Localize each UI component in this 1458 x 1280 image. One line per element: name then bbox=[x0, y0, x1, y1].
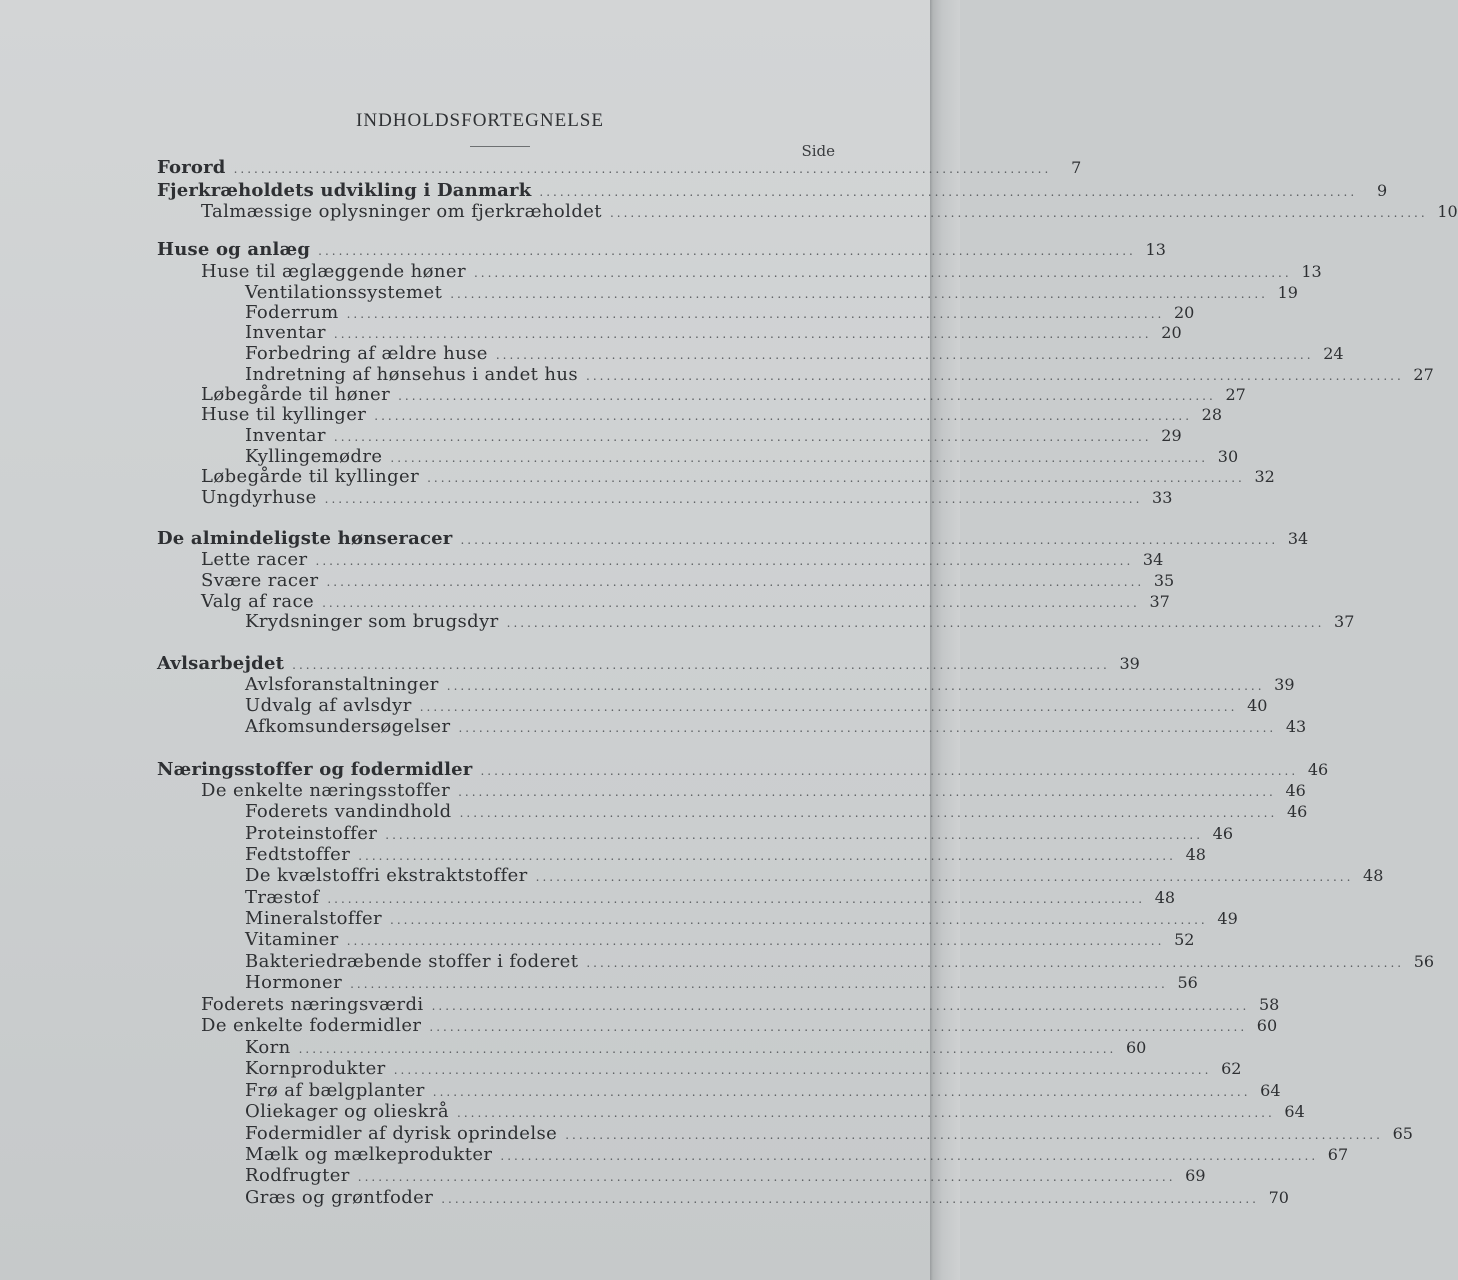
toc-entry-page: 48 bbox=[1363, 866, 1384, 885]
toc-entry bbox=[201, 780, 1306, 802]
toc-entry-page: 27 bbox=[1413, 365, 1434, 384]
toc-entry-title: Talmæssige oplysninger om fjerkræholdet bbox=[201, 201, 602, 222]
dot-leader: ........................................................................................................................ bbox=[390, 913, 1208, 927]
toc-entry-title: Ungdyrhuse bbox=[201, 487, 317, 508]
toc-entry-title: Frø af bælgplanter bbox=[245, 1080, 425, 1101]
toc-entry-title: Løbegårde til kyllinger bbox=[201, 466, 420, 487]
toc-entry bbox=[245, 611, 1355, 633]
toc-entry bbox=[201, 591, 1170, 613]
dot-leader: ........................................................................................................................ bbox=[322, 596, 1140, 610]
toc-entry-title: Lette racer bbox=[201, 549, 308, 570]
toc-entry-title: Mælk og mælkeprodukter bbox=[245, 1144, 493, 1165]
toc-entry-title: Huse til kyllinger bbox=[201, 404, 367, 425]
toc-entry-page: 19 bbox=[1277, 283, 1298, 302]
toc-entry-title: Huse og anlæg bbox=[157, 239, 311, 260]
toc-entry-page: 9 bbox=[1376, 181, 1388, 200]
toc-entry bbox=[245, 446, 1239, 468]
toc-entry-title: Forord bbox=[157, 157, 226, 178]
toc-entry bbox=[201, 487, 1173, 509]
dot-leader: ........................................................................................................................ bbox=[318, 244, 1136, 258]
toc-entry-page: 28 bbox=[1201, 405, 1223, 424]
dot-leader: ........................................................................................................................ bbox=[393, 1063, 1212, 1077]
toc-entry-title: Inventar bbox=[245, 322, 326, 343]
dot-leader: ........................................................................................................................ bbox=[446, 679, 1265, 693]
dot-leader: ........................................................................................................................ bbox=[358, 849, 1176, 863]
dot-leader: ........................................................................................................................ bbox=[609, 206, 1428, 220]
toc-entry-page: 40 bbox=[1247, 696, 1268, 715]
toc-entry-title: Løbegårde til høner bbox=[201, 384, 391, 405]
toc-entry bbox=[245, 1144, 1349, 1166]
toc-entry-title: Afkomsundersøgelser bbox=[245, 716, 451, 737]
dot-leader: ........................................................................................................................ bbox=[315, 554, 1134, 568]
toc-entry-page: 39 bbox=[1274, 675, 1295, 694]
toc-entry-page: 58 bbox=[1258, 995, 1280, 1014]
page-column-label: Side bbox=[801, 142, 835, 160]
toc-entry-page: 69 bbox=[1185, 1166, 1206, 1185]
toc-entry-title: Græs og grøntfoder bbox=[245, 1187, 434, 1208]
toc-entry bbox=[245, 1123, 1413, 1145]
dot-leader: ........................................................................................................................ bbox=[385, 828, 1204, 842]
toc-entry bbox=[201, 570, 1175, 592]
dot-leader: ........................................................................................................................ bbox=[458, 785, 1276, 799]
toc-entry-page: 37 bbox=[1334, 612, 1355, 631]
dot-leader: ........................................................................................................................ bbox=[427, 471, 1245, 485]
toc-entry bbox=[201, 201, 1458, 223]
toc-entry bbox=[245, 1037, 1147, 1059]
toc-entry-title: Foderets næringsværdi bbox=[201, 994, 424, 1015]
toc-entry-page: 62 bbox=[1221, 1059, 1242, 1078]
toc-entry bbox=[245, 801, 1308, 823]
toc-entry bbox=[245, 282, 1298, 304]
toc-entry-title: Krydsninger som brugsdyr bbox=[245, 611, 499, 632]
dot-leader: ........................................................................................................................ bbox=[539, 185, 1358, 199]
toc-entry-page: 64 bbox=[1284, 1102, 1305, 1121]
toc-entry-title: Oliekager og olieskrå bbox=[245, 1101, 450, 1122]
toc-entry-title: Korn bbox=[245, 1037, 291, 1058]
dot-leader: ........................................................................................................................ bbox=[298, 1042, 1117, 1056]
toc-entry-page: 64 bbox=[1260, 1081, 1281, 1100]
toc-entry-title: De enkelte næringsstoffer bbox=[201, 780, 451, 801]
toc-entry-page: 39 bbox=[1119, 654, 1140, 673]
toc-entry-page: 20 bbox=[1173, 303, 1195, 322]
toc-entry bbox=[245, 1165, 1206, 1187]
toc-entry-title: Foderets vandindhold bbox=[245, 801, 452, 822]
toc-entry-page: 34 bbox=[1287, 529, 1309, 548]
dot-leader: ........................................................................................................................ bbox=[390, 451, 1209, 465]
dot-leader: ........................................................................................................................ bbox=[586, 956, 1405, 970]
toc-entry bbox=[201, 994, 1280, 1016]
toc-entry-title: Indretning af hønsehus i andet hus bbox=[245, 364, 579, 385]
toc-entry-title: Bakteriedræbende stoffer i foderet bbox=[245, 951, 579, 972]
dot-leader: ........................................................................................................................ bbox=[535, 870, 1354, 884]
toc-entry bbox=[245, 929, 1195, 951]
toc-entry-title: Træstof bbox=[245, 887, 320, 908]
toc-entry bbox=[245, 1101, 1305, 1123]
dot-leader: ........................................................................................................................ bbox=[506, 616, 1325, 630]
toc-entry bbox=[157, 528, 1309, 550]
dot-leader: ........................................................................................................................ bbox=[586, 369, 1404, 383]
toc-entry bbox=[157, 653, 1140, 675]
toc-entry bbox=[245, 302, 1195, 324]
toc-entry bbox=[245, 865, 1384, 887]
dot-leader: ........................................................................................................................ bbox=[233, 162, 1052, 176]
toc-entry bbox=[201, 466, 1275, 488]
toc-entry bbox=[245, 1058, 1242, 1080]
dot-leader: ........................................................................................................................ bbox=[398, 389, 1216, 403]
toc-entry-page: 34 bbox=[1142, 550, 1164, 569]
dot-leader: ........................................................................................................................ bbox=[346, 307, 1165, 321]
toc-entry-title: Fjerkræholdets udvikling i Danmark bbox=[157, 180, 532, 201]
toc-entry-page: 13 bbox=[1145, 240, 1166, 259]
dot-leader: ........................................................................................................................ bbox=[292, 658, 1110, 672]
toc-entry-title: Hormoner bbox=[245, 972, 343, 993]
toc-entry-page: 56 bbox=[1177, 973, 1198, 992]
toc-entry-title: Næringsstoffer og fodermidler bbox=[157, 759, 473, 780]
toc-entry-page: 49 bbox=[1217, 909, 1238, 928]
toc-entry-page: 46 bbox=[1307, 760, 1329, 779]
toc-entry-title: Fedtstoffer bbox=[245, 844, 351, 865]
toc-entry-page: 7 bbox=[1071, 158, 1082, 177]
toc-entry-title: Inventar bbox=[245, 425, 326, 446]
toc-entry bbox=[157, 239, 1166, 261]
dot-leader: ........................................................................................................................ bbox=[419, 700, 1238, 714]
toc-entry-page: 32 bbox=[1254, 467, 1275, 486]
toc-entry bbox=[245, 823, 1234, 845]
toc-entry-page: 46 bbox=[1212, 824, 1234, 843]
dot-leader: ........................................................................................................................ bbox=[460, 533, 1279, 547]
toc-entry-title: De kvælstoffri ekstraktstoffer bbox=[245, 865, 528, 886]
toc-entry-title: Rodfrugter bbox=[245, 1165, 350, 1186]
dot-leader: ........................................................................................................................ bbox=[565, 1128, 1383, 1142]
toc-entry-title: Ventilationssystemet bbox=[245, 282, 443, 303]
toc-entry-title: Fodermidler af dyrisk oprindelse bbox=[245, 1123, 558, 1144]
toc-entry-page: 27 bbox=[1225, 385, 1246, 404]
toc-entry-page: 48 bbox=[1154, 888, 1176, 907]
toc-entry-page: 60 bbox=[1256, 1016, 1278, 1035]
toc-entry-page: 35 bbox=[1153, 571, 1175, 590]
dot-leader: ........................................................................................................................ bbox=[326, 575, 1145, 589]
toc-entry bbox=[245, 1187, 1289, 1209]
toc-entry bbox=[245, 908, 1238, 930]
toc-entry-page: 46 bbox=[1286, 802, 1308, 821]
dot-leader: ........................................................................................................................ bbox=[457, 1106, 1275, 1120]
toc-entry-title: Kyllingemødre bbox=[245, 446, 383, 467]
toc-entry-page: 48 bbox=[1185, 845, 1206, 864]
toc-entry-title: Svære racer bbox=[201, 570, 319, 591]
toc-entry bbox=[201, 404, 1223, 426]
toc-entry-page: 37 bbox=[1149, 592, 1170, 611]
toc-entry bbox=[245, 343, 1344, 365]
dot-leader: ........................................................................................................................ bbox=[346, 934, 1165, 948]
dot-leader: ........................................................................................................................ bbox=[324, 492, 1143, 506]
toc-entry-title: De enkelte fodermidler bbox=[201, 1015, 422, 1036]
dot-leader: ........................................................................................................................ bbox=[432, 1085, 1251, 1099]
toc-entry-page: 13 bbox=[1301, 262, 1322, 281]
toc-entry-title: De almindeligste hønseracer bbox=[157, 528, 453, 549]
toc-entry-page: 46 bbox=[1285, 781, 1306, 800]
toc-entry-page: 24 bbox=[1323, 344, 1344, 363]
toc-entry-page: 33 bbox=[1152, 488, 1173, 507]
toc-entry-title: Mineralstoffer bbox=[245, 908, 383, 929]
toc-entry bbox=[245, 322, 1182, 344]
toc-entry-page: 65 bbox=[1392, 1124, 1413, 1143]
toc-entry bbox=[157, 180, 1388, 202]
dot-leader: ........................................................................................................................ bbox=[429, 1020, 1248, 1034]
dot-leader: ........................................................................................................................ bbox=[473, 266, 1292, 280]
dot-leader: ........................................................................................................................ bbox=[350, 977, 1168, 991]
toc-entry-title: Udvalg af avlsdyr bbox=[245, 695, 412, 716]
dot-leader: ........................................................................................................................ bbox=[327, 892, 1146, 906]
toc-entry-page: 70 bbox=[1268, 1188, 1289, 1207]
dot-leader: ........................................................................................................................ bbox=[495, 348, 1314, 362]
toc-entry-title: Huse til æglæggende høner bbox=[201, 261, 466, 282]
toc-entry bbox=[245, 716, 1307, 738]
toc-entry bbox=[201, 384, 1246, 406]
toc-entry-page: 56 bbox=[1413, 952, 1435, 971]
toc-entry-page: 60 bbox=[1125, 1038, 1147, 1057]
toc-entry bbox=[245, 951, 1435, 973]
dot-leader: ........................................................................................................................ bbox=[333, 430, 1152, 444]
toc-entry-page: 29 bbox=[1161, 426, 1182, 445]
toc-entry-page: 10 bbox=[1437, 202, 1458, 221]
toc-entry bbox=[245, 695, 1268, 717]
dot-leader: ........................................................................................................................ bbox=[357, 1170, 1176, 1184]
dot-leader: ........................................................................................................................ bbox=[450, 287, 1268, 301]
dot-leader: ........................................................................................................................ bbox=[458, 721, 1277, 735]
toc-entry-title: Vitaminer bbox=[245, 929, 339, 950]
toc-entry bbox=[157, 759, 1329, 781]
toc-entry-page: 43 bbox=[1285, 717, 1307, 736]
toc-entry bbox=[245, 887, 1176, 909]
toc-entry-page: 20 bbox=[1161, 323, 1182, 342]
toc-entry bbox=[245, 844, 1206, 866]
dot-leader: ........................................................................................................................ bbox=[480, 764, 1299, 778]
dot-leader: ........................................................................................................................ bbox=[374, 409, 1193, 423]
toc-entry-title: Forbedring af ældre huse bbox=[245, 343, 488, 364]
toc-entry-title: Proteinstoffer bbox=[245, 823, 378, 844]
toc-entry-title: Kornprodukter bbox=[245, 1058, 386, 1079]
toc-entry-page: 52 bbox=[1174, 930, 1195, 949]
toc-entry bbox=[157, 157, 1082, 179]
toc-entry bbox=[245, 972, 1198, 994]
dot-leader: ........................................................................................................................ bbox=[333, 327, 1152, 341]
toc-entry bbox=[245, 1080, 1281, 1102]
toc-entry-title: Avlsarbejdet bbox=[157, 653, 285, 674]
toc-entry bbox=[245, 425, 1182, 447]
toc-entry bbox=[201, 549, 1164, 571]
toc-entry-title: Foderrum bbox=[245, 302, 339, 323]
toc-entry-title: Valg af race bbox=[201, 591, 315, 612]
toc-entry-page: 67 bbox=[1327, 1145, 1349, 1164]
toc-heading: INDHOLDSFORTEGNELSE bbox=[356, 110, 604, 131]
dot-leader: ........................................................................................................................ bbox=[441, 1192, 1259, 1206]
toc-entry bbox=[201, 1015, 1278, 1037]
toc-entry bbox=[201, 261, 1322, 283]
toc-entry-page: 30 bbox=[1217, 447, 1239, 466]
toc-entry-title: Avlsforanstaltninger bbox=[245, 674, 439, 695]
toc-entry bbox=[245, 674, 1295, 696]
dot-leader: ........................................................................................................................ bbox=[431, 999, 1250, 1013]
toc-entry bbox=[245, 364, 1434, 386]
dot-leader: ........................................................................................................................ bbox=[459, 806, 1278, 820]
dot-leader: ........................................................................................................................ bbox=[500, 1149, 1319, 1163]
